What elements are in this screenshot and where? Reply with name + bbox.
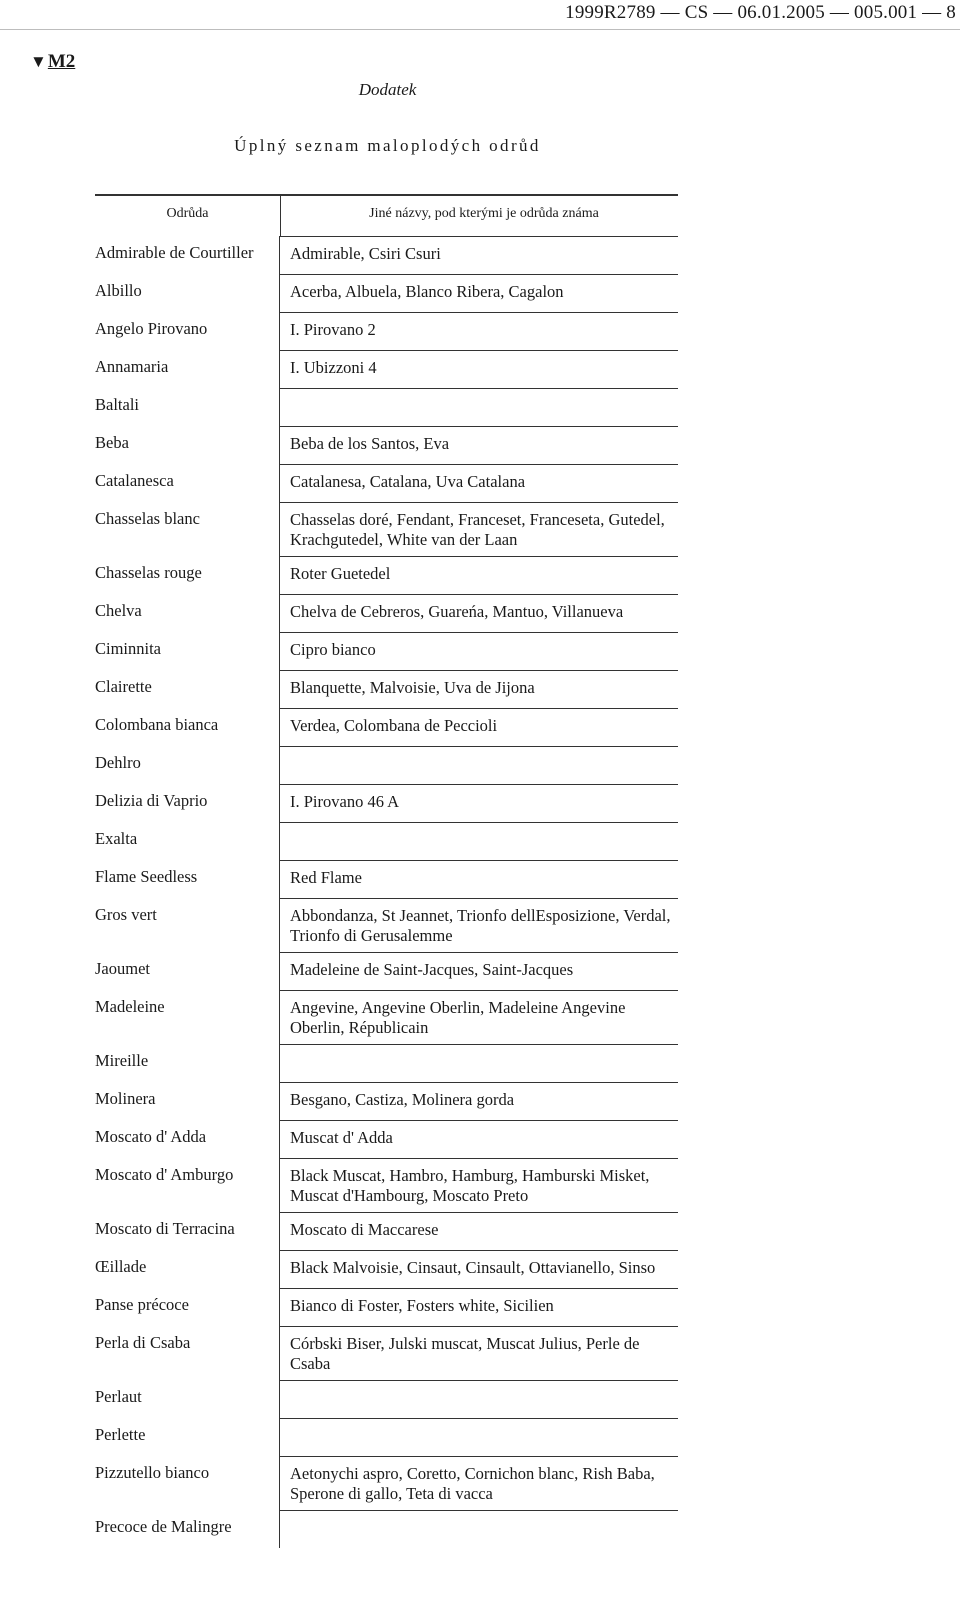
amendment-marker	[30, 51, 75, 73]
other-names-cell: Acerba, Albuela, Blanco Ribera, Cagalon	[280, 274, 678, 312]
table-row	[95, 350, 678, 388]
table-row	[95, 312, 678, 350]
variety-cell: Admirable de Courtiller	[95, 236, 280, 274]
variety-cell: Chelva	[95, 594, 280, 632]
other-names-cell: Admirable, Csiri Csuri	[280, 236, 678, 274]
other-names-cell: Moscato di Maccarese	[280, 1212, 678, 1250]
variety-cell: Baltali	[95, 388, 280, 426]
header-other-names: Jiné názvy, pod kterými je odrůda známa	[369, 206, 599, 221]
other-names-cell: Angevine, Angevine Oberlin, Madeleine Angevine Oberlin, Républicain	[280, 990, 678, 1044]
table-body	[95, 236, 678, 1548]
table-row	[95, 746, 678, 784]
table-row	[95, 952, 678, 990]
list-subtitle: Úplný seznam maloplodých odrůd	[234, 136, 541, 155]
variety-cell: Catalanesca	[95, 464, 280, 502]
other-names-cell: Verdea, Colombana de Peccioli	[280, 708, 678, 746]
table-row	[95, 426, 678, 464]
table-row	[95, 1288, 678, 1326]
table-row	[95, 388, 678, 426]
column-divider	[280, 196, 281, 236]
table-row	[95, 1044, 678, 1082]
variety-cell: Angelo Pirovano	[95, 312, 280, 350]
variety-cell: Gros vert	[95, 898, 280, 952]
other-names-cell: Beba de los Santos, Eva	[280, 426, 678, 464]
table-row	[95, 860, 678, 898]
variety-cell: Jaoumet	[95, 952, 280, 990]
table-row	[95, 632, 678, 670]
table-row	[95, 502, 678, 556]
other-names-cell: I. Pirovano 2	[280, 312, 678, 350]
other-names-cell: Blanquette, Malvoisie, Uva de Jijona	[280, 670, 678, 708]
other-names-cell: Muscat d' Adda	[280, 1120, 678, 1158]
table-row	[95, 1120, 678, 1158]
appendix-title: Dodatek	[358, 80, 417, 99]
table-row	[95, 556, 678, 594]
variety-cell: Clairette	[95, 670, 280, 708]
variety-cell: Molinera	[95, 1082, 280, 1120]
variety-cell: Panse précoce	[95, 1288, 280, 1326]
other-names-cell: I. Pirovano 46 A	[280, 784, 678, 822]
variety-cell: Œillade	[95, 1250, 280, 1288]
other-names-cell	[280, 1418, 678, 1456]
other-names-cell: Catalanesa, Catalana, Uva Catalana	[280, 464, 678, 502]
table-row	[95, 594, 678, 632]
other-names-cell: Aetonychi aspro, Coretto, Cornichon blanc, Rish Baba, Sperone di gallo, Teta di vacca	[280, 1456, 678, 1510]
other-names-cell: Chelva de Cebreros, Guareńa, Mantuo, Villanueva	[280, 594, 678, 632]
other-names-cell: Madeleine de Saint-Jacques, Saint-Jacques	[280, 952, 678, 990]
variety-cell: Ciminnita	[95, 632, 280, 670]
table-row	[95, 708, 678, 746]
table-row	[95, 1380, 678, 1418]
variety-cell: Mireille	[95, 1044, 280, 1082]
other-names-cell: Besgano, Castiza, Molinera gorda	[280, 1082, 678, 1120]
variety-cell: Pizzutello bianco	[95, 1456, 280, 1510]
other-names-cell	[280, 388, 678, 426]
table-row	[95, 784, 678, 822]
document-reference: 1999R2789 — CS — 06.01.2005 — 005.001 — 8	[565, 2, 956, 23]
header-variety: Odrůda	[166, 206, 209, 221]
other-names-cell	[280, 1044, 678, 1082]
table-row	[95, 1456, 678, 1510]
table-row	[95, 822, 678, 860]
variety-cell: Precoce de Malingre	[95, 1510, 280, 1548]
table-row	[95, 1158, 678, 1212]
table-row	[95, 1326, 678, 1380]
variety-table	[95, 194, 678, 1548]
variety-cell: Madeleine	[95, 990, 280, 1044]
table-row	[95, 990, 678, 1044]
table-row	[95, 1250, 678, 1288]
variety-cell: Moscato di Terracina	[95, 1212, 280, 1250]
variety-cell: Chasselas blanc	[95, 502, 280, 556]
variety-cell: Delizia di Vaprio	[95, 784, 280, 822]
other-names-cell: Bianco di Foster, Fosters white, Sicilien	[280, 1288, 678, 1326]
other-names-cell: Córbski Biser, Julski muscat, Muscat Julius, Perle de Csaba	[280, 1326, 678, 1380]
variety-cell: Colombana bianca	[95, 708, 280, 746]
table-row	[95, 236, 678, 274]
table-row	[95, 1418, 678, 1456]
variety-cell: Albillo	[95, 274, 280, 312]
table-header-row	[95, 194, 678, 236]
other-names-cell: Cipro bianco	[280, 632, 678, 670]
other-names-cell: Red Flame	[280, 860, 678, 898]
variety-cell: Perla di Csaba	[95, 1326, 280, 1380]
variety-cell: Perlaut	[95, 1380, 280, 1418]
table-row	[95, 1510, 678, 1548]
other-names-cell	[280, 746, 678, 784]
table-row	[95, 274, 678, 312]
table-row	[95, 898, 678, 952]
other-names-cell	[280, 1510, 678, 1548]
other-names-cell	[280, 822, 678, 860]
other-names-cell: I. Ubizzoni 4	[280, 350, 678, 388]
variety-cell: Exalta	[95, 822, 280, 860]
variety-cell: Moscato d' Adda	[95, 1120, 280, 1158]
other-names-cell: Roter Guetedel	[280, 556, 678, 594]
other-names-cell: Black Muscat, Hambro, Hamburg, Hamburski Misket, Muscat d'Hambourg, Moscato Preto	[280, 1158, 678, 1212]
amendment-label: M2	[47, 51, 76, 72]
other-names-cell: Black Malvoisie, Cinsaut, Cinsault, Ottavianello, Sinso	[280, 1250, 678, 1288]
other-names-cell	[280, 1380, 678, 1418]
variety-cell: Moscato d' Amburgo	[95, 1158, 280, 1212]
table-row	[95, 464, 678, 502]
table-row	[95, 1212, 678, 1250]
variety-cell: Beba	[95, 426, 280, 464]
other-names-cell: Abbondanza, St Jeannet, Trionfo dellEsposizione, Verdal, Trionfo di Gerusalemme	[280, 898, 678, 952]
variety-cell: Dehlro	[95, 746, 280, 784]
variety-cell: Chasselas rouge	[95, 556, 280, 594]
table-row	[95, 1082, 678, 1120]
variety-cell: Annamaria	[95, 350, 280, 388]
table-row	[95, 670, 678, 708]
triangle-down-icon: ▼	[30, 52, 47, 71]
variety-cell: Flame Seedless	[95, 860, 280, 898]
other-names-cell: Chasselas doré, Fendant, Franceset, Franceseta, Gutedel, Krachgutedel, White van der Laan	[280, 502, 678, 556]
variety-cell: Perlette	[95, 1418, 280, 1456]
